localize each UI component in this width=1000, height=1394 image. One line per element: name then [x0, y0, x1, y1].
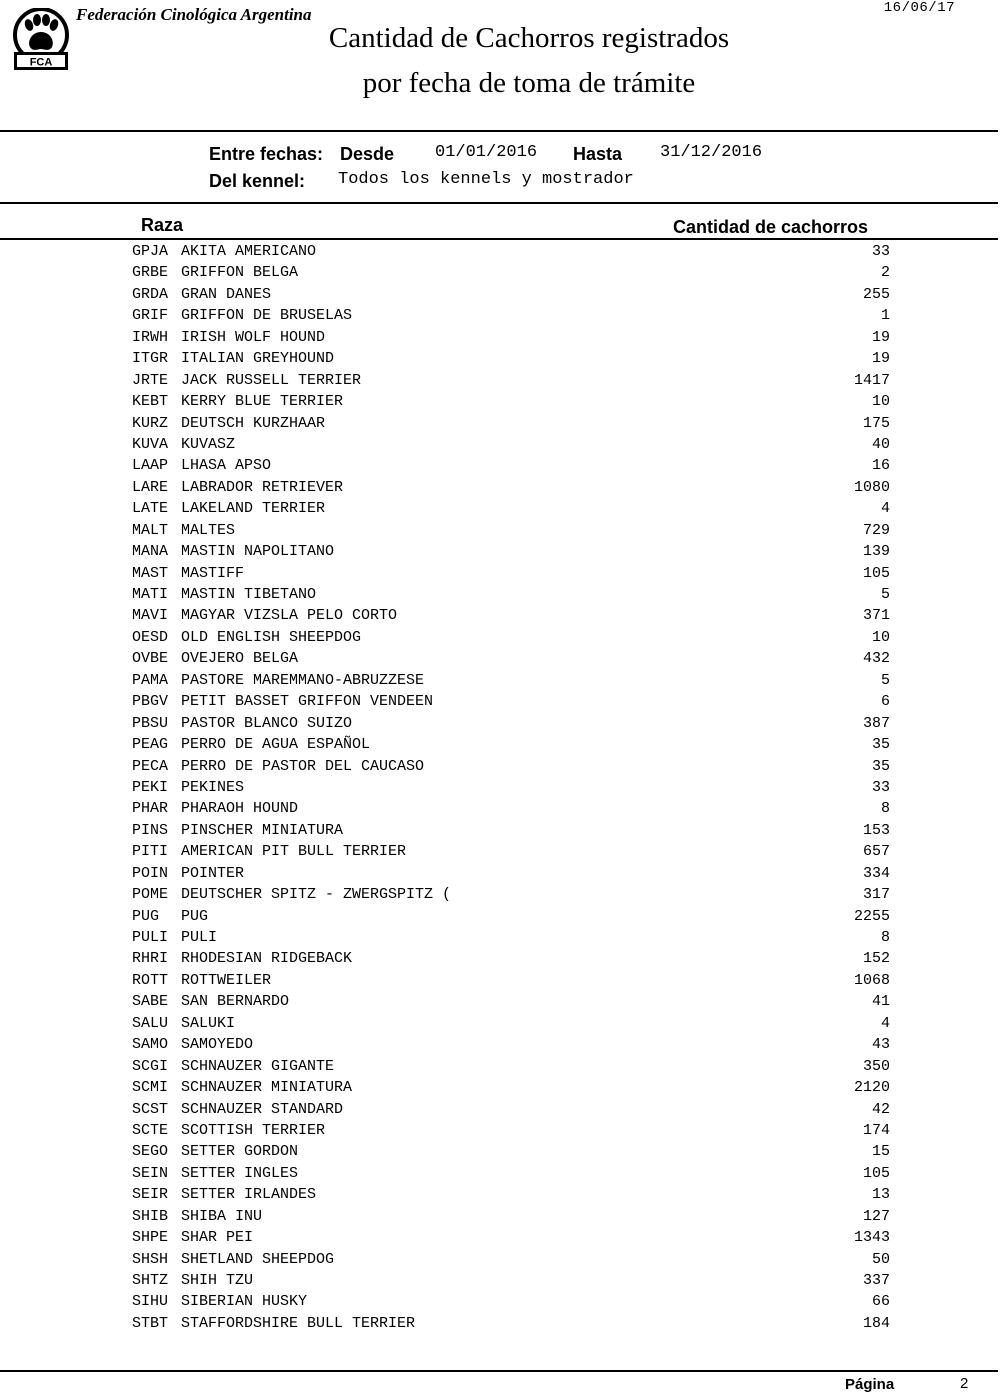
- table-row: [0, 477, 1000, 498]
- breed-name: SHIH TZU: [181, 1272, 254, 1289]
- breed-name: PULI: [181, 929, 218, 946]
- breed-name: SAN BERNARDO: [181, 993, 290, 1011]
- puppy-count: 15: [871, 1143, 890, 1161]
- table-row: [0, 948, 1000, 969]
- puppy-count: 729: [862, 521, 890, 539]
- breed-code: SCMI: [132, 1079, 169, 1097]
- breed-name: LHASA APSO: [181, 457, 272, 475]
- table-row: [0, 348, 1000, 369]
- breed-name: SHETLAND SHEEPDOG: [181, 1250, 335, 1268]
- breed-code: GRIF: [132, 307, 169, 325]
- table-row: [0, 241, 1000, 262]
- breed-name: SETTER IRLANDES: [181, 1186, 317, 1204]
- breed-name: GRIFFON BELGA: [181, 264, 299, 282]
- kennel-label: Del kennel:: [209, 171, 306, 191]
- breed-code: PULI: [132, 929, 169, 946]
- table-row: [0, 1099, 1000, 1120]
- breed-name: DEUTSCHER SPITZ - ZWERGSPITZ (: [181, 886, 452, 904]
- breed-name: SCHNAUZER MINIATURA: [181, 1079, 353, 1097]
- breed-name: MALTES: [181, 521, 236, 539]
- breed-code: SHIB: [132, 1207, 169, 1225]
- table-row: [0, 906, 1000, 927]
- breed-code: IRWH: [132, 328, 169, 346]
- breed-code: SCST: [132, 1100, 169, 1118]
- breed-name: LAKELAND TERRIER: [181, 500, 326, 518]
- breed-code: KUVA: [132, 435, 169, 453]
- puppy-count: 16: [871, 457, 890, 475]
- breed-code: PEAG: [132, 736, 169, 754]
- breed-code: MALT: [132, 521, 169, 539]
- puppy-count: 334: [862, 864, 890, 882]
- puppy-count: 8: [880, 929, 890, 946]
- puppy-count: 33: [871, 778, 890, 796]
- column-header-divider: [0, 238, 998, 240]
- breed-name: KERRY BLUE TERRIER: [181, 393, 344, 411]
- breed-name: SCOTTISH TERRIER: [181, 1121, 326, 1139]
- puppy-count: 105: [862, 1164, 890, 1182]
- breed-name: JACK RUSSELL TERRIER: [181, 371, 362, 389]
- breed-name: SETTER GORDON: [181, 1143, 299, 1161]
- table-row: [0, 1249, 1000, 1270]
- breed-name: PINSCHER MINIATURA: [181, 821, 344, 839]
- breed-code: PEKI: [132, 778, 169, 796]
- table-row: [0, 1206, 1000, 1227]
- table-row: [0, 991, 1000, 1012]
- breed-code: KURZ: [132, 414, 169, 432]
- breed-name: OLD ENGLISH SHEEPDOG: [181, 628, 362, 646]
- puppy-count: 4: [880, 1014, 890, 1032]
- table-row: [0, 820, 1000, 841]
- puppy-count: 152: [862, 950, 890, 968]
- puppy-count: 40: [871, 435, 890, 453]
- table-row: [0, 563, 1000, 584]
- puppy-count: 337: [862, 1272, 890, 1289]
- table-row: [0, 498, 1000, 519]
- breed-code: GRBE: [132, 264, 169, 282]
- breed-code: POME: [132, 886, 169, 904]
- puppy-count: 371: [862, 607, 890, 625]
- table-row: [0, 1184, 1000, 1205]
- breed-name: AKITA AMERICANO: [181, 243, 317, 260]
- breed-code: SHSH: [132, 1250, 169, 1268]
- breed-code: GRDA: [132, 285, 169, 303]
- puppy-count: 43: [871, 1036, 890, 1054]
- breed-code: RHRI: [132, 950, 169, 968]
- breed-code: GPJA: [132, 243, 169, 260]
- breed-name: SIBERIAN HUSKY: [181, 1293, 308, 1311]
- puppy-count: 432: [862, 650, 890, 668]
- breed-code: PECA: [132, 757, 169, 775]
- table-row: [0, 1270, 1000, 1291]
- puppy-count: 8: [880, 800, 890, 818]
- table-row: [0, 1291, 1000, 1312]
- puppy-count: 127: [862, 1207, 890, 1225]
- breed-code: KEBT: [132, 393, 169, 411]
- breed-name: MASTIN TIBETANO: [181, 586, 317, 603]
- breed-name: KUVASZ: [181, 435, 236, 453]
- table-row: [0, 798, 1000, 819]
- table-row: [0, 777, 1000, 798]
- footer-divider: [0, 1370, 998, 1372]
- organization-name: Federación Cinológica Argentina: [76, 5, 312, 24]
- breed-code: SCTE: [132, 1121, 169, 1139]
- page-label: Página: [845, 1376, 895, 1393]
- breed-code: POIN: [132, 864, 169, 882]
- breed-code: PBSU: [132, 714, 169, 732]
- puppy-count: 175: [862, 414, 890, 432]
- breed-code: SEIN: [132, 1164, 169, 1182]
- breed-code: ROTT: [132, 971, 169, 989]
- column-header-count: Cantidad de cachorros: [673, 217, 869, 237]
- breed-name: DEUTSCH KURZHAAR: [181, 414, 326, 432]
- table-row: [0, 884, 1000, 905]
- puppy-count: 657: [862, 843, 890, 861]
- table-row: [0, 370, 1000, 391]
- puppy-count: 66: [871, 1293, 890, 1311]
- table-row: [0, 627, 1000, 648]
- breed-code: OVBE: [132, 650, 169, 668]
- date-range-label: Entre fechas:: [209, 144, 324, 164]
- puppy-count: 255: [862, 285, 890, 303]
- breed-code: LAAP: [132, 457, 169, 475]
- breed-code: SIHU: [132, 1293, 169, 1311]
- page-number: 2: [960, 1375, 969, 1392]
- breed-code: MAST: [132, 564, 169, 582]
- puppy-count: 33: [871, 243, 890, 260]
- breed-code: LATE: [132, 500, 169, 518]
- kennel-value: Todos los kennels y mostrador: [338, 170, 634, 189]
- breed-code: MATI: [132, 586, 169, 603]
- breed-name: AMERICAN PIT BULL TERRIER: [181, 843, 407, 861]
- breed-code: MANA: [132, 543, 169, 561]
- puppy-count: 387: [862, 714, 890, 732]
- breed-name: PUG: [181, 907, 209, 925]
- table-row: [0, 520, 1000, 541]
- breed-name: PERRO DE AGUA ESPAÑOL: [181, 736, 371, 754]
- puppy-count: 4: [880, 500, 890, 518]
- table-row: [0, 970, 1000, 991]
- breed-name: OVEJERO BELGA: [181, 650, 299, 668]
- breed-name: ITALIAN GREYHOUND: [181, 350, 335, 368]
- table-row: [0, 541, 1000, 562]
- breed-code: STBT: [132, 1314, 169, 1332]
- breed-name: MASTIN NAPOLITANO: [181, 543, 335, 561]
- table-row: [0, 391, 1000, 412]
- breed-name: PHARAOH HOUND: [181, 800, 299, 818]
- report-title-line-2: por fecha de toma de trámite: [362, 67, 696, 99]
- breed-code: SAMO: [132, 1036, 169, 1054]
- breed-name: IRISH WOLF HOUND: [181, 328, 326, 346]
- breed-code: SALU: [132, 1014, 169, 1032]
- breed-name: MASTIFF: [181, 564, 245, 582]
- puppy-count: 153: [862, 821, 890, 839]
- print-date: 16/06/17: [883, 0, 955, 16]
- breed-code: SHTZ: [132, 1272, 169, 1289]
- breed-code: SHPE: [132, 1229, 169, 1247]
- puppy-count: 2255: [853, 907, 890, 925]
- to-date: 31/12/2016: [660, 143, 763, 162]
- breed-code: PHAR: [132, 800, 169, 818]
- breed-name: PASTORE MAREMMANO-ABRUZZESE: [181, 671, 425, 689]
- breed-table-body: [0, 241, 1000, 1334]
- table-row: [0, 670, 1000, 691]
- table-row: [0, 1077, 1000, 1098]
- puppy-count: 2120: [853, 1079, 890, 1097]
- table-row: [0, 584, 1000, 605]
- breed-code: PAMA: [132, 671, 169, 689]
- puppy-count: 2: [880, 264, 890, 282]
- from-label: Desde: [340, 144, 395, 164]
- breed-name: STAFFORDSHIRE BULL TERRIER: [181, 1314, 416, 1332]
- table-row: [0, 927, 1000, 948]
- puppy-count: 184: [862, 1314, 890, 1332]
- table-row: [0, 756, 1000, 777]
- breed-name: ROTTWEILER: [181, 971, 272, 989]
- table-row: [0, 305, 1000, 326]
- table-row: [0, 691, 1000, 712]
- puppy-count: 19: [871, 350, 890, 368]
- table-row: [0, 734, 1000, 755]
- breed-name: SALUKI: [181, 1014, 236, 1032]
- filter-divider: [0, 202, 998, 204]
- breed-name: LABRADOR RETRIEVER: [181, 478, 344, 496]
- puppy-count: 13: [871, 1186, 890, 1204]
- table-row: [0, 605, 1000, 626]
- table-row: [0, 434, 1000, 455]
- table-row: [0, 1013, 1000, 1034]
- breed-code: OESD: [132, 628, 169, 646]
- svg-text:FCA: FCA: [29, 56, 53, 69]
- breed-code: PITI: [132, 843, 169, 861]
- puppy-count: 6: [880, 693, 890, 711]
- breed-code: ITGR: [132, 350, 169, 368]
- breed-name: SCHNAUZER STANDARD: [181, 1100, 344, 1118]
- puppy-count: 42: [871, 1100, 890, 1118]
- puppy-count: 105: [862, 564, 890, 582]
- column-header-breed: Raza: [141, 215, 184, 235]
- puppy-count: 5: [880, 671, 890, 689]
- table-row: [0, 1056, 1000, 1077]
- table-row: [0, 262, 1000, 283]
- puppy-count: 139: [862, 543, 890, 561]
- table-row: [0, 863, 1000, 884]
- breed-name: PETIT BASSET GRIFFON VENDEEN: [181, 693, 434, 711]
- puppy-count: 19: [871, 328, 890, 346]
- breed-name: SHAR PEI: [181, 1229, 254, 1247]
- breed-name: RHODESIAN RIDGEBACK: [181, 950, 353, 968]
- puppy-count: 1068: [853, 971, 890, 989]
- breed-code: PUG: [132, 907, 160, 925]
- puppy-count: 1343: [853, 1229, 890, 1247]
- from-date: 01/01/2016: [435, 143, 538, 162]
- table-row: [0, 413, 1000, 434]
- breed-code: SCGI: [132, 1057, 169, 1075]
- breed-code: PINS: [132, 821, 169, 839]
- puppy-count: 10: [871, 628, 890, 646]
- table-row: [0, 1313, 1000, 1334]
- table-row: [0, 1163, 1000, 1184]
- breed-code: MAVI: [132, 607, 169, 625]
- puppy-count: 174: [862, 1121, 890, 1139]
- puppy-count: 5: [880, 586, 890, 603]
- puppy-count: 1: [880, 307, 890, 325]
- breed-name: POINTER: [181, 864, 245, 882]
- header-divider: [0, 130, 998, 132]
- breed-name: PASTOR BLANCO SUIZO: [181, 714, 353, 732]
- table-row: [0, 1034, 1000, 1055]
- table-row: [0, 1227, 1000, 1248]
- puppy-count: 35: [871, 757, 890, 775]
- breed-name: GRAN DANES: [181, 285, 272, 303]
- breed-code: PBGV: [132, 693, 169, 711]
- puppy-count: 41: [871, 993, 890, 1011]
- breed-code: SEGO: [132, 1143, 169, 1161]
- breed-name: SAMOYEDO: [181, 1036, 254, 1054]
- breed-name: PERRO DE PASTOR DEL CAUCASO: [181, 757, 425, 775]
- table-row: [0, 327, 1000, 348]
- puppy-count: 50: [871, 1250, 890, 1268]
- puppy-count: 1080: [853, 478, 890, 496]
- breed-name: SCHNAUZER GIGANTE: [181, 1057, 335, 1075]
- breed-code: SABE: [132, 993, 169, 1011]
- table-row: [0, 455, 1000, 476]
- table-row: [0, 713, 1000, 734]
- breed-code: JRTE: [132, 371, 169, 389]
- breed-code: SEIR: [132, 1186, 169, 1204]
- breed-name: PEKINES: [181, 778, 245, 796]
- puppy-count: 350: [862, 1057, 890, 1075]
- breed-name: GRIFFON DE BRUSELAS: [181, 307, 353, 325]
- table-row: [0, 1120, 1000, 1141]
- breed-name: MAGYAR VIZSLA PELO CORTO: [181, 607, 398, 625]
- breed-name: SETTER INGLES: [181, 1164, 299, 1182]
- table-row: [0, 284, 1000, 305]
- breed-name: SHIBA INU: [181, 1207, 263, 1225]
- table-row: [0, 648, 1000, 669]
- table-row: [0, 1141, 1000, 1162]
- report-title-line-1: Cantidad de Cachorros registrados: [328, 22, 730, 54]
- puppy-count: 1417: [853, 371, 890, 389]
- to-label: Hasta: [573, 144, 623, 164]
- puppy-count: 317: [862, 886, 890, 904]
- table-row: [0, 841, 1000, 862]
- breed-code: LARE: [132, 478, 169, 496]
- puppy-count: 10: [871, 393, 890, 411]
- puppy-count: 35: [871, 736, 890, 754]
